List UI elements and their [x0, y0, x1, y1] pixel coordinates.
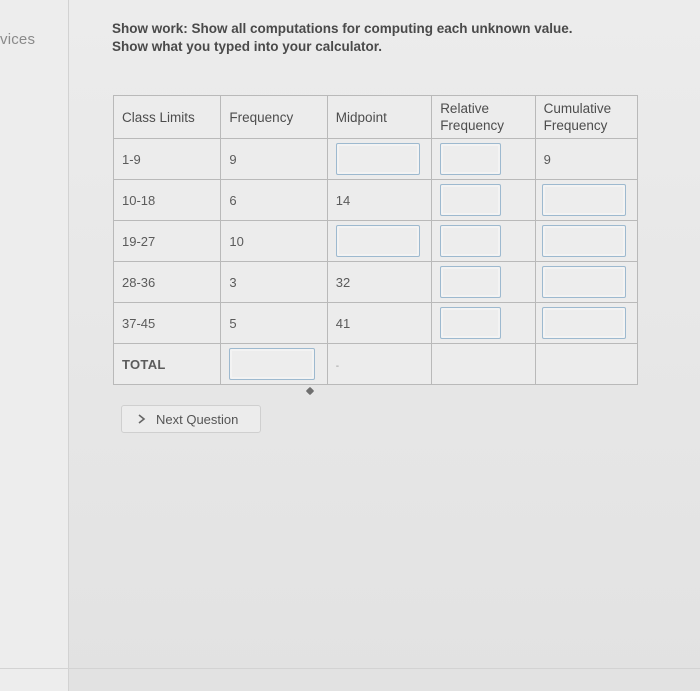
relative-frequency-input[interactable]	[440, 143, 501, 175]
header-relative-line1: Relative	[440, 101, 489, 116]
frequency-cell: 3	[221, 262, 327, 303]
class-limits-cell: 10-18	[114, 180, 221, 221]
midpoint-cell: 32	[327, 262, 431, 303]
chevron-right-icon	[136, 413, 148, 425]
header-frequency: Frequency	[221, 96, 327, 139]
midpoint-cell	[327, 221, 431, 262]
next-question-label: Next Question	[156, 411, 239, 427]
total-relative-cell	[432, 344, 535, 385]
table-header-row	[114, 96, 638, 139]
relative-frequency-input[interactable]	[440, 307, 501, 339]
relative-frequency-input[interactable]	[440, 184, 501, 216]
class-limits-cell: 19-27	[114, 221, 221, 262]
total-frequency-input[interactable]	[229, 348, 315, 380]
cumulative-frequency-input[interactable]	[542, 184, 626, 216]
total-frequency-cell	[221, 344, 327, 385]
midpoint-input[interactable]	[336, 143, 420, 175]
cumulative-frequency-input[interactable]	[542, 266, 626, 298]
cumulative-frequency-cell	[535, 262, 637, 303]
frequency-table	[113, 95, 638, 385]
instructions-line-1: Show work: Show all computations for computing each unknown value.	[112, 21, 573, 36]
mouse-cursor-icon	[306, 387, 314, 395]
total-label: TOTAL	[114, 344, 221, 385]
cumulative-frequency-cell: 9	[535, 139, 637, 180]
relative-frequency-cell	[432, 139, 535, 180]
class-limits-cell: 28-36	[114, 262, 221, 303]
header-relative-frequency	[432, 96, 535, 139]
table-row	[114, 262, 638, 303]
frequency-cell: 10	[221, 221, 327, 262]
class-limits-cell: 37-45	[114, 303, 221, 344]
left-panel	[0, 0, 69, 691]
cumulative-frequency-cell	[535, 180, 637, 221]
relative-frequency-input[interactable]	[440, 266, 501, 298]
header-cumulative-line2: Frequency	[543, 118, 608, 133]
cumulative-frequency-cell	[535, 221, 637, 262]
total-row	[114, 344, 638, 385]
relative-frequency-input[interactable]	[440, 225, 501, 257]
header-cumulative-frequency	[535, 96, 637, 139]
header-class-limits: Class Limits	[114, 96, 221, 139]
header-relative-line2: Frequency	[440, 118, 504, 133]
table-row	[114, 139, 638, 180]
next-question-button[interactable]	[121, 405, 261, 433]
cumulative-frequency-input[interactable]	[542, 225, 626, 257]
instructions-line-2: Show what you typed into your calculator.	[112, 39, 383, 54]
cumulative-frequency-cell	[535, 303, 637, 344]
relative-frequency-cell	[432, 303, 535, 344]
total-cumulative-cell	[535, 344, 637, 385]
frequency-cell: 6	[221, 180, 327, 221]
table-row	[114, 180, 638, 221]
class-limits-cell: 1-9	[114, 139, 221, 180]
midpoint-cell	[327, 139, 431, 180]
relative-frequency-cell	[432, 180, 535, 221]
total-midpoint-cell	[327, 344, 431, 385]
cumulative-frequency-input[interactable]	[542, 307, 626, 339]
instructions	[112, 20, 672, 56]
midpoint-input[interactable]	[336, 225, 420, 257]
total-midpoint-dash: -	[335, 360, 340, 372]
header-midpoint: Midpoint	[327, 96, 431, 139]
header-cumulative-line1: Cumulative	[543, 101, 612, 116]
bottom-divider	[0, 668, 700, 669]
left-panel-label: vices	[0, 31, 36, 48]
midpoint-cell: 41	[327, 303, 431, 344]
relative-frequency-cell	[432, 221, 535, 262]
relative-frequency-cell	[432, 262, 535, 303]
table-row	[114, 303, 638, 344]
frequency-cell: 9	[221, 139, 327, 180]
table-row	[114, 221, 638, 262]
midpoint-cell: 14	[327, 180, 431, 221]
frequency-cell: 5	[221, 303, 327, 344]
